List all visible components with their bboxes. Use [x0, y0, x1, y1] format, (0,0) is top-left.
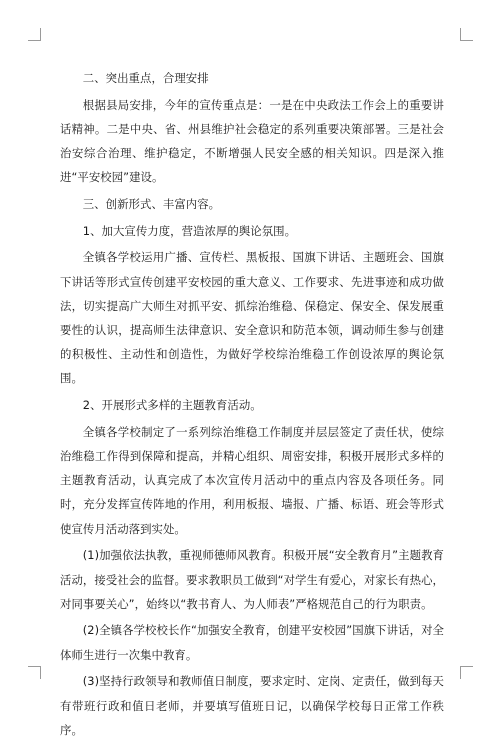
crop-mark-top-right [460, 28, 473, 41]
list-item-3: (3)坚持行政领导和教师值日制度，要求定时、定岗、定责任，做到每天有带班行政和值日老师，并要填写值班日记，以确保学校每日正常工作秩序。 [60, 674, 444, 737]
document-body [60, 66, 444, 742]
paragraph-publicity-campaign: 全镇各学校运用广播、宣传栏、黑板报、国旗下讲话、主题班会、国旗下讲话等形式宣传创建平安校园的重大意义、工作要求、先进事迹和成功做法，切实提高广大师生对抓平安、抓综治维稳、保稳定、保安全、保发展重要性的认识，提高师生法律意识、安全意识和防范本领，调动师生参与创建的积极性、主动性和创造性，为做好学校综治维稳工作创设浓厚的舆论氛围。 [60, 250, 444, 386]
list-item-2: (2)全镇各学校校长作“加强安全教育，创建平安校园”国旗下讲话，对全体师生进行一次集中教育。 [60, 623, 444, 662]
list-item-1: (1)加强依法执教，重视师德师风教育。积极开展“安全教育月”主题教育活动，接受社会的监督。要求教职员工做到“对学生有爱心，对家长有热心，对同事要关心”，始终以“教书育人、为人师表”严格规范自己的行为职责。 [60, 548, 444, 611]
crop-mark-bottom-right [460, 666, 473, 679]
crop-mark-top-left [28, 28, 41, 41]
paragraph-publicity-focus: 根据县局安排，今年的宣传重点是：一是在中央政法工作会上的重要讲话精神。二是中央、省、州县维护社会稳定的系列重要决策部署。三是社会治安综合治理、维护稳定，不断增强人民安全感的相关知识。四是深入推进“平安校园”建设。 [60, 97, 444, 185]
subheading-1: 1、加大宣传力度，营造浓厚的舆论氛围。 [82, 223, 297, 238]
subheading-2: 2、开展形式多样的主题教育活动。 [82, 398, 262, 413]
section-heading-3: 三、创新形式、丰富内容。 [82, 197, 221, 212]
paragraph-theme-activities: 全镇各学校制定了一系列综治维稳工作制度并层层签定了责任状，使综治维稳工作得到保障和提高，并精心组织、周密安排，积极开展形式多样的主题教育活动，认真完成了本次宣传月活动中的重点内容及各项任务。同时，充分发挥宣传阵地的作用，利用板报、墙报、广播、标语、班会等形式使宣传月活动落到实处。 [60, 424, 444, 536]
section-heading-2: 二、突出重点，合理安排 [82, 71, 209, 85]
crop-mark-bottom-left [28, 666, 41, 679]
